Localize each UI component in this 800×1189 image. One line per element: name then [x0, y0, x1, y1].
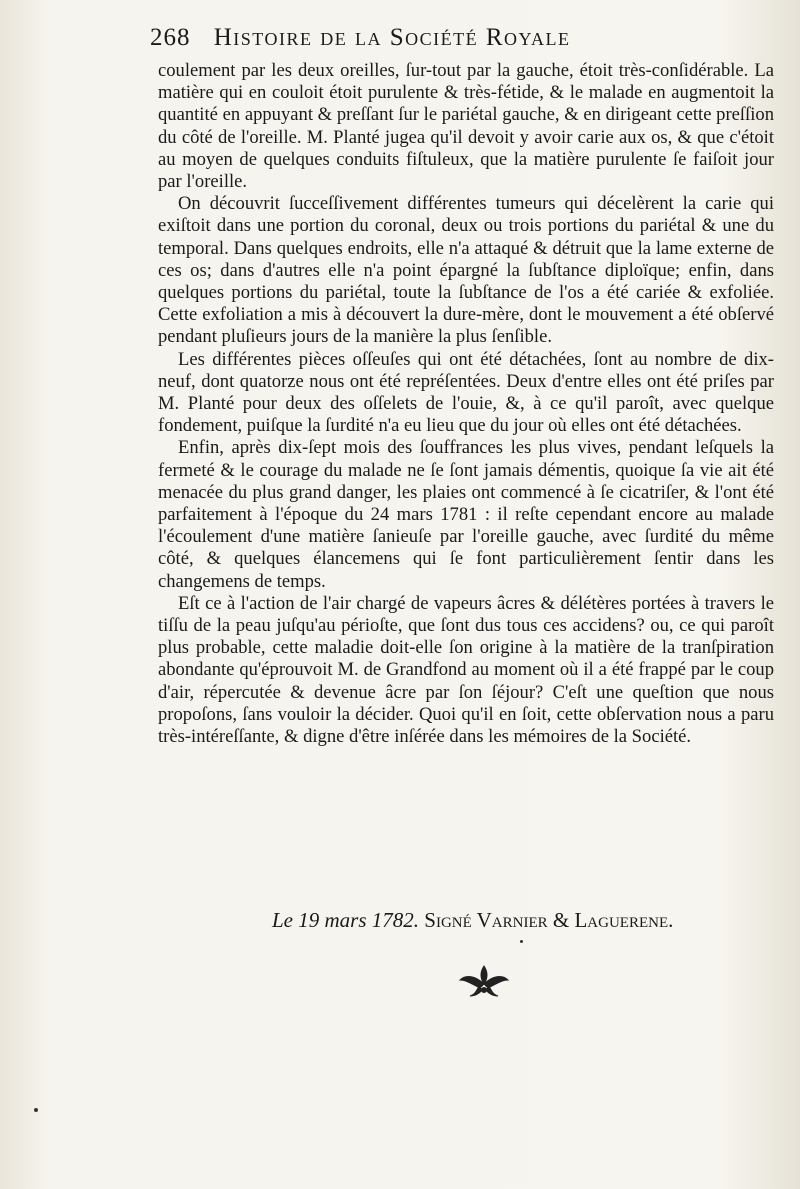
body-text — [158, 60, 774, 748]
ink-speck — [520, 940, 523, 943]
paragraph-2: On découvrit ſucceſſivement différentes tumeurs qui décelèrent la carie qui exiſtoit dans une portion du coronal, deux ou trois portions du pariétal & une du temporal. Dans quelques endroits, elle n'a attaqué & détruit que la lame externe de ces os; dans d'autres elle n'a point épargné la ſubſtance diploïque; enfin, dans quelques portions du pariétal, toute la ſubſtance de l'os a été cariée & exfoliée. Cette exfoliation a mis à découvert la dure-mère, dont le mouvement a été obſervé pendant pluſieurs jours de la manière la plus ſenſible. — [158, 193, 774, 348]
ink-speck — [34, 1108, 38, 1112]
signature-date: Le 19 mars 1782. — [272, 908, 420, 932]
paragraph-1: coulement par les deux oreilles, ſur-tout par la gauche, étoit très-conſidérable. La matière qui en couloit étoit purulente & très-fétide, & le malade en augmentoit la quantité en appuyant & preſſant ſur le pariétal gauche, & en dirigeant cette preſſion du côté de l'oreille. M. Planté jugea qu'il devoit y avoir carie aux os, & que c'étoit au moyen de quelques conduits fiſtuleux, que la matière purulente ſe faiſoit jour par l'oreille. — [158, 60, 774, 193]
running-title: Histoire de la Société Royale — [213, 24, 571, 51]
signature-names: Signé Varnier & Laguerene. — [424, 908, 674, 932]
page-number: 268 — [150, 24, 191, 51]
paragraph-5: Eſt ce à l'action de l'air chargé de vapeurs âcres & délétères portées à travers le tiſſu de la peau juſqu'au périoſte, que ſont dus tous ces accidens? ou, ce qui paroît plus probable, cette maladie doit-elle ſon origine à la matière de la tranſpiration abondante qu'éprouvoit M. de Grandfond au moment où il a été frappé par le coup d'air, répercutée & devenue âcre par ſon ſéjour? C'eſt une queſtion que nous propoſons, ſans vouloir la décider. Quoi qu'il en ſoit, cette obſervation nous a paru très-intéreſſante, & digne d'être inſérée dans les mémoires de la Société. — [158, 592, 774, 748]
fleuron-ornament-icon — [456, 962, 512, 998]
paragraph-3: Les différentes pièces oſſeuſes qui ont été détachées, ſont au nombre de dix-neuf, dont quatorze nous ont été repréſentées. Deux d'entre elles ont été priſes par M. Planté pour deux des oſſelets de l'ouie, &, à ce qu'il paroît, avec quelque fondement, puiſque la ſurdité n'a eu lieu que du jour où elles ont été détachées. — [158, 348, 774, 437]
paragraph-4: Enfin, après dix-ſept mois des ſouffrances les plus vives, pendant leſquels la fermeté & le courage du malade ne ſe ſont jamais démentis, quoique ſa vie ait été menacée du plus grand danger, les plaies ont commencé à ſe cicatriſer, & l'ont été parfaitement à l'époque du 24 mars 1781 : il reſte cependant encore au malade l'écoulement d'une matière ſanieuſe par l'oreille gauche, avec ſurdité du même côté, & quelques élancemens qui ſe font particulièrement ſentir dans les changemens de temps. — [158, 437, 774, 592]
signature-line — [272, 908, 792, 933]
page-header — [150, 24, 790, 52]
